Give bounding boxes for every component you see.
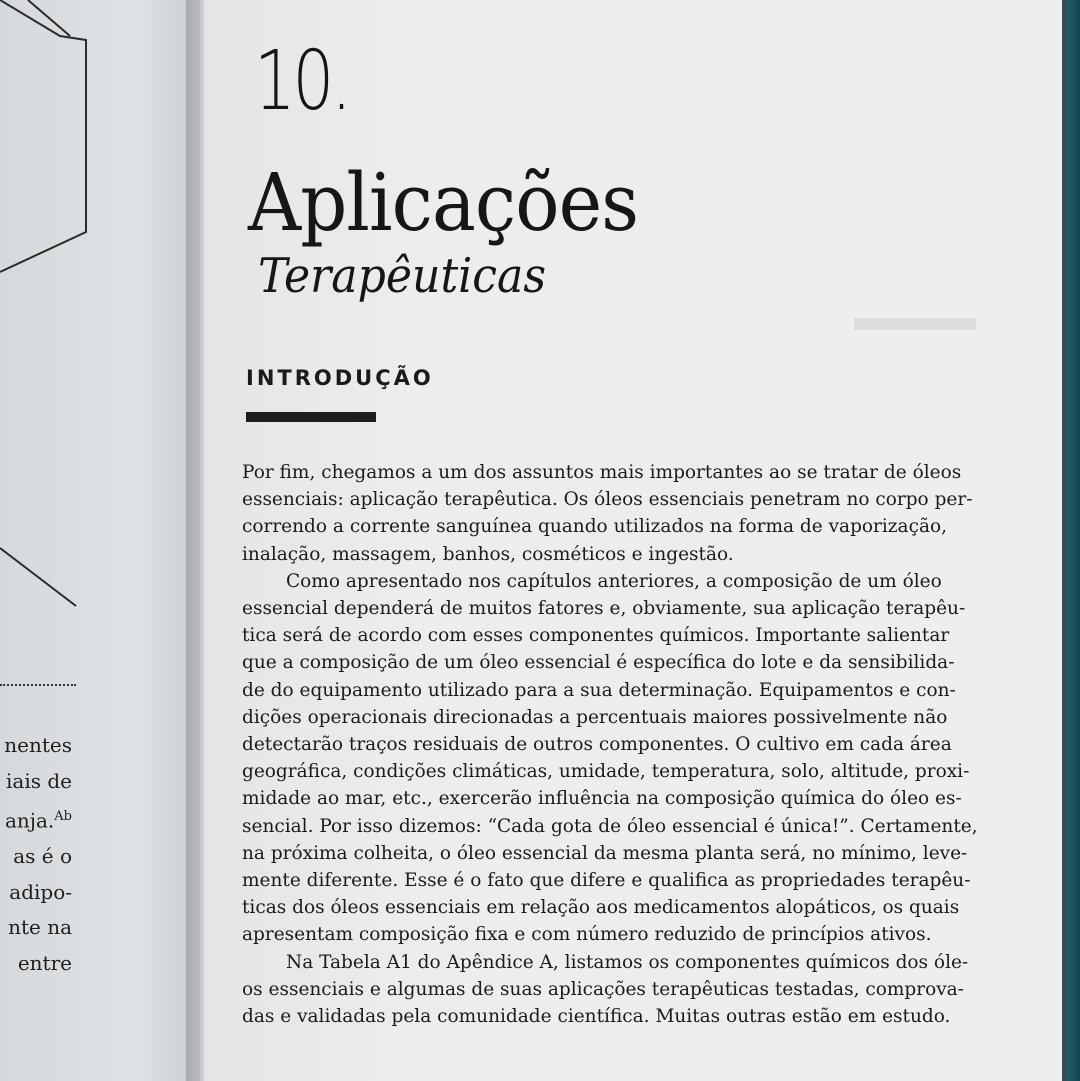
footnote-marker: Ab <box>54 809 72 824</box>
left-facing-page <box>0 0 200 1081</box>
body-line: sencial. Por isso dizemos: “Cada gota de óleo essencial é única!”. Certamente, <box>242 815 978 837</box>
body-line: Como apresentado nos capítulos anteriores, a composição de um óleo <box>286 570 942 592</box>
book-cover-edge <box>1062 0 1080 1081</box>
body-line: os essenciais e algumas de suas aplicações terapêuticas testadas, comprova- <box>242 978 964 1000</box>
dotted-rule <box>0 684 76 686</box>
chapter-title: Aplicações <box>248 156 639 249</box>
body-line: correndo a corrente sanguínea quando utilizados na forma de vaporização, <box>242 516 947 538</box>
body-line: Por fim, chegamos a um dos assuntos mais importantes ao se tratar de óleos <box>242 462 962 483</box>
body-line: detectarão traços residuais de outros componentes. O cultivo em cada área <box>242 734 952 756</box>
body-text <box>242 459 982 1030</box>
left-page-line-text: nentes <box>4 733 72 757</box>
left-page-line <box>0 839 200 875</box>
left-page-line <box>0 728 200 764</box>
body-line: dições operacionais direcionadas a percentuais maiores possivelmente não <box>242 706 948 728</box>
left-page-line-text: adipo- <box>9 879 72 904</box>
left-page-line <box>0 946 200 982</box>
body-line: essenciais: aplicação terapêutica. Os óleos essenciais penetram no corpo per- <box>242 489 973 511</box>
show-through-rule <box>854 318 976 330</box>
body-line: ticas dos óleos essenciais em relação aos medicamentos alopáticos, os quais <box>242 897 960 919</box>
chapter-subtitle: Terapêuticas <box>258 248 547 304</box>
body-line: que a composição de um óleo essencial é específica do lote e da sensibilida- <box>242 652 955 674</box>
left-page-line-text: as é o <box>13 844 72 869</box>
left-page-line-text: anja. <box>4 808 55 833</box>
body-line: geográfica, condições climáticas, umidade, temperatura, solo, altitude, proxi- <box>242 761 970 783</box>
body-line: tica será de acordo com esses componentes químicos. Importante salientar <box>242 625 950 647</box>
left-page-line-text: entre <box>17 950 72 975</box>
body-line: apresentam composição fixa e com número reduzido de princípios ativos. <box>242 924 932 946</box>
chapter-number: 10. <box>254 34 349 129</box>
body-line: midade ao mar, etc., exercerão influência na composição química do óleo es- <box>242 788 962 810</box>
body-line: Na Tabela A1 do Apêndice A, listamos os componentes químicos dos óle- <box>286 951 969 973</box>
body-line: na próxima colheita, o óleo essencial da mesma planta será, no mínimo, leve- <box>242 842 968 864</box>
left-page-text <box>0 728 200 981</box>
body-line: inalação, massagem, banhos, cosméticos e ingestão. <box>242 543 734 565</box>
body-line: das e validadas pela comunidade científica. Muitas outras estão em estudo. <box>242 1006 951 1028</box>
body-line: mente diferente. Esse é o fato que difere e qualifica as propriedades terapêu- <box>242 870 971 892</box>
body-line: essencial dependerá de muitos fatores e, obviamente, sua aplicação terapêu- <box>242 598 966 620</box>
body-line: de do equipamento utilizado para a sua determinação. Equipamentos e con- <box>242 679 956 701</box>
left-page-line-text: iais de <box>6 768 72 793</box>
left-page-line <box>0 799 200 839</box>
left-page-line <box>0 764 200 800</box>
section-underline-bar <box>246 412 376 422</box>
hexagon-graphic <box>0 0 200 620</box>
left-page-line <box>0 910 200 946</box>
left-page-line <box>0 875 200 911</box>
section-heading: INTRODUÇÃO <box>246 366 434 390</box>
left-page-line-text: nte na <box>8 915 72 940</box>
